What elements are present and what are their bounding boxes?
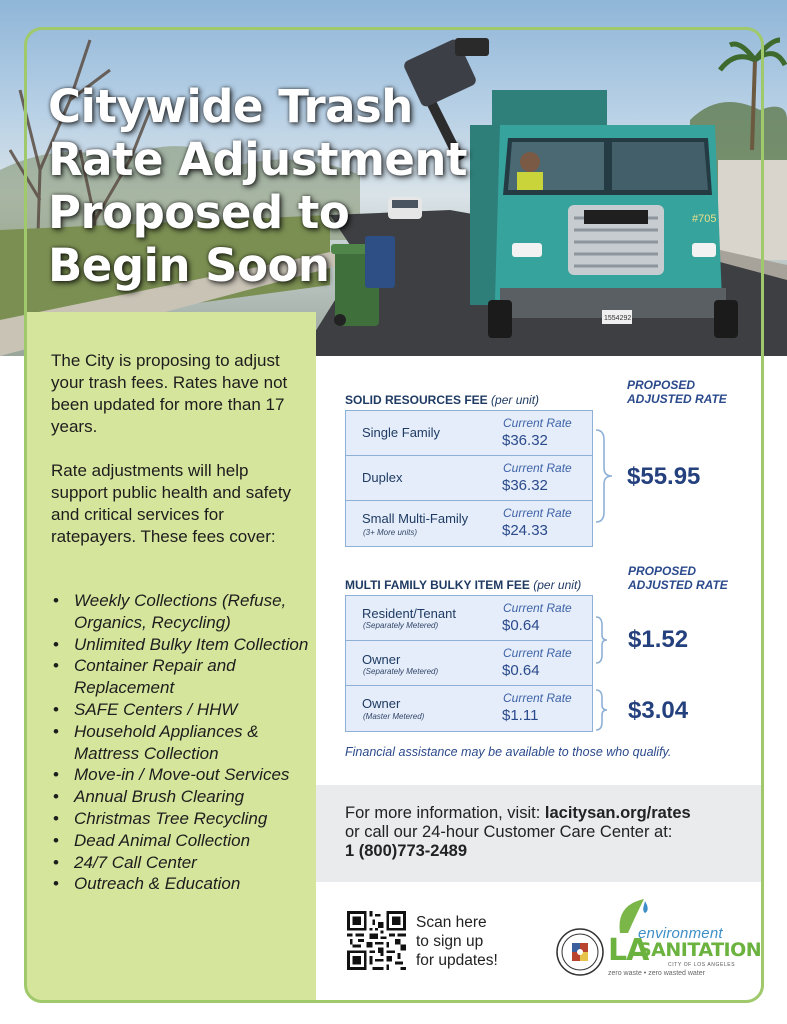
page-title — [48, 80, 468, 292]
title-line: Citywide Trash — [48, 80, 413, 133]
table-row — [346, 641, 592, 686]
solid-proposed-heading — [627, 378, 757, 406]
title-line: Proposed to — [48, 186, 350, 239]
list-item: • Christmas Tree Recycling — [51, 808, 313, 830]
list-item: • Household Appliances & Mattress Collection — [51, 721, 313, 765]
fee-type-note: (3+ More units) — [363, 528, 418, 537]
info-line — [345, 842, 467, 861]
bulky-proposed-rate-master: $3.04 — [628, 697, 689, 724]
table-row — [346, 596, 592, 641]
list-item: • 24/7 Call Center — [51, 852, 313, 874]
proposed-line: ADJUSTED RATE — [628, 578, 728, 592]
current-rate-value: $1.11 — [502, 707, 539, 724]
info-line: or call our 24-hour Customer Care Center at: — [345, 823, 673, 841]
table-row — [346, 501, 592, 546]
scan-line: Scan here — [416, 914, 487, 931]
title-line: Begin Soon — [48, 239, 330, 292]
list-item: • Dead Animal Collection — [51, 830, 313, 852]
current-rate-value: $0.64 — [502, 617, 540, 634]
la-sanitation-logo — [608, 895, 762, 977]
current-rate-label: Current Rate — [503, 691, 572, 705]
list-item: • Weekly Collections (Refuse, Organics, Recycling) — [51, 590, 313, 634]
table-row — [346, 456, 592, 501]
bulky-fee-title: MULTI FAMILY BULKY ITEM FEE — [345, 578, 530, 592]
solid-fee-suffix: (per unit) — [491, 393, 540, 407]
fee-type: Small Multi-Family — [362, 511, 469, 526]
list-item: • Annual Brush Clearing — [51, 786, 313, 808]
proposed-line: ADJUSTED RATE — [627, 392, 727, 406]
solid-proposed-rate: $55.95 — [627, 463, 701, 490]
scan-line: for updates! — [416, 952, 498, 969]
brace-icon — [594, 428, 616, 524]
bulky-proposed-rate-separate: $1.52 — [628, 626, 689, 653]
proposed-line: PROPOSED — [627, 378, 696, 392]
list-item: • Outreach & Education — [51, 873, 313, 895]
fee-type: Owner — [362, 696, 401, 711]
table-row — [346, 411, 592, 456]
brace-icon — [594, 688, 610, 732]
current-rate-value: $36.32 — [502, 477, 548, 494]
solid-fee-table — [345, 410, 593, 547]
assistance-note: Financial assistance may be available to those who qualify. — [345, 745, 672, 759]
fee-type-note: (Master Metered) — [363, 712, 425, 721]
table-row — [346, 686, 592, 731]
logo-la-text: LA — [608, 933, 649, 968]
intro-paragraph: The City is proposing to adjust your trash fees. Rates have not been updated for more than 17 years. — [51, 351, 288, 436]
current-rate-label: Current Rate — [503, 601, 572, 615]
logo-tagline: zero waste • zero wasted water — [608, 970, 705, 977]
scan-line: to sign up — [416, 933, 484, 950]
list-item: • SAFE Centers / HHW — [51, 699, 313, 721]
logo-city-text: CITY OF LOS ANGELES — [668, 962, 736, 968]
city-seal-icon — [556, 928, 604, 976]
contact-info — [316, 785, 761, 882]
intro-panel — [25, 312, 316, 1002]
proposed-line: PROPOSED — [628, 564, 697, 578]
logo-environment-text: environment — [638, 925, 723, 942]
fee-type-note: (Separately Metered) — [363, 667, 439, 676]
current-rate-label: Current Rate — [503, 506, 572, 520]
current-rate-value: $36.32 — [502, 432, 548, 449]
qr-code-icon[interactable] — [347, 911, 406, 970]
fee-type: Duplex — [362, 470, 403, 485]
current-rate-label: Current Rate — [503, 646, 572, 660]
list-item: • Container Repair and Replacement — [51, 655, 313, 699]
info-url-link[interactable]: lacitysan.org/rates — [544, 804, 691, 822]
title-line: Rate Adjustment — [48, 133, 467, 186]
logo-sanitation-text: SANITATION — [638, 939, 762, 961]
license-plate: 1554292 — [604, 315, 632, 322]
list-item: • Unlimited Bulky Item Collection — [51, 634, 313, 656]
bulky-proposed-heading — [628, 564, 758, 592]
current-rate-label: Current Rate — [503, 416, 572, 430]
fee-type-note: (Separately Metered) — [363, 621, 439, 630]
solid-fee-heading — [345, 393, 539, 407]
hero-photo — [0, 0, 787, 356]
bulky-fee-table — [345, 595, 593, 732]
fee-type: Single Family — [362, 425, 441, 440]
solid-fee-title: SOLID RESOURCES FEE — [345, 393, 488, 407]
current-rate-label: Current Rate — [503, 461, 572, 475]
intro-paragraph: Rate adjustments will help support public health and safety and critical services for ratepayers. These fees cover: — [51, 461, 292, 546]
services-list — [51, 590, 313, 895]
bulky-fee-heading — [345, 578, 581, 592]
list-item: • Move-in / Move-out Services — [51, 764, 313, 786]
fee-type: Resident/Tenant — [362, 606, 456, 621]
intro-text — [51, 350, 301, 548]
phone-number-link[interactable]: 1 (800)773-2489 — [345, 842, 468, 860]
info-line — [345, 804, 691, 823]
fee-type: Owner — [362, 652, 401, 667]
scan-instructions — [416, 913, 498, 970]
bulky-fee-suffix: (per unit) — [533, 578, 582, 592]
current-rate-value: $24.33 — [502, 522, 548, 539]
truck-number: #705 — [692, 213, 717, 225]
brace-icon — [594, 615, 610, 665]
info-prefix: For more information, visit: — [345, 804, 545, 822]
current-rate-value: $0.64 — [502, 662, 540, 679]
